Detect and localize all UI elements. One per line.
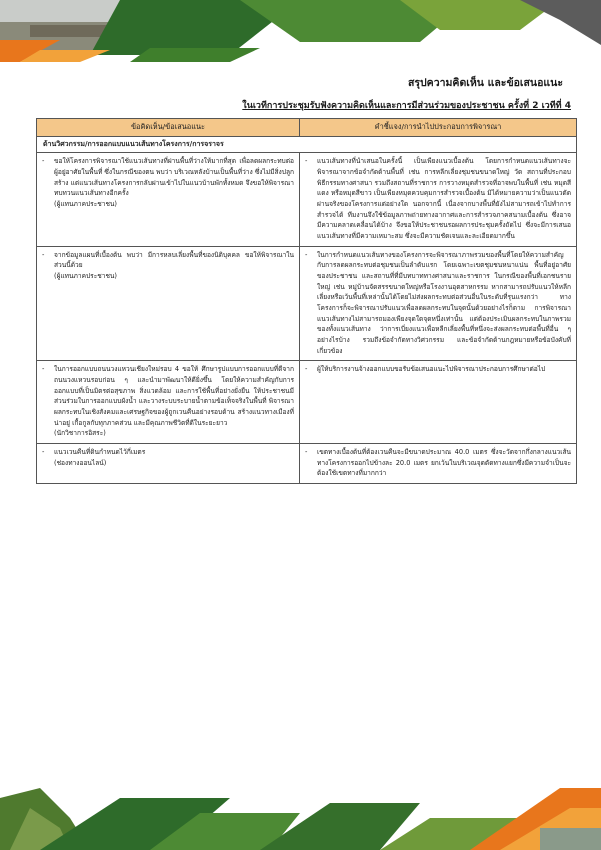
response-cell: - ผู้ให้บริการงานจ้างออกแบบขอรับข้อเสนอแนะไปพิจารณาประกอบการศึกษาต่อไป — [300, 361, 577, 444]
response-text: ผู้ให้บริการงานจ้างออกแบบขอรับข้อเสนอแนะไปพิจารณาประกอบการศึกษาต่อไป — [317, 365, 546, 374]
comment-text: แนวเวนคืนที่ดินกำหนดไว้กี่เมตร — [54, 448, 146, 457]
table-row — [37, 153, 577, 246]
comment-cell: - ขอให้โครงการพิจารณาใช้แนวเส้นทางที่ผ่านพื้นที่ว่างให้มากที่สุด เพื่อลดผลกระทบต่อผู้อยู่อาศัยในพื้นที่ ซึ่งในกรณีของตน พบว่า บริเวณหลังบ้านเป็นพื้นที่ว่าง ซึ่งไม่มีสิ่งปลูกสร้าง แต่แนวเส้นทางโครงการกลับผ่านเข้าไปในแนวบ้านพักทั้งหมด จึงขอให้พิจารณาทบทวนแนวเส้นทางอีกครั้ง (ผู้แทนภาคประชาชน) — [37, 153, 300, 246]
comment-source: (นักวิชาการอิสระ) — [54, 429, 106, 438]
section-row — [37, 137, 577, 153]
response-cell: - ในการกำหนดแนวเส้นทางของโครงการจะพิจารณาภาพรวมของพื้นที่โดยให้ความสำคัญกับการลดผลกระทบต่อชุมชนเป็นลำดับแรก โดยเฉพาะเขตชุมชนหนาแน่น พื้นที่อยู่อาศัยของประชาชน และสถานที่ที่มีบทบาททางศาสนาและราชการ ในกรณีของพื้นที่เอกชนรายใหญ่ เช่น หมู่บ้านจัดสรรขนาดใหญ่หรือโรงงานอุตสาหกรรม หากสามารถปรับแนวให้หลีกเลี่ยงหรือเว้นพื้นที่เหล่านั้นได้โดยไม่ส่งผลกระทบต่อส่วนอื่นในระดับที่รุนแรงกว่า ทางโครงการก็จะพิจารณาปรับแนวเพื่อลดผลกระทบในจุดนั้นด้วยอย่างไรก็ตาม การพิจารณาแนวเส้นทางไม่สามารถมองเพียงจุดใดจุดหนึ่งเท่านั้น แต่ต้องประเมินผลกระทบในภาพรวมของทั้งแนวเส้นทาง ว่าการเบี่ยงแนวเพื่อหลีกเลี่ยงพื้นที่หนึ่งจะส่งผลกระทบต่อพื้นที่อื่น ๆ อย่างไรบ้าง รวมถึงข้อจำกัดทางวิศวกรรม และข้อจำกัดด้านกฎหมายหรือข้อบังคับที่เกี่ยวข้อง — [300, 246, 577, 361]
response-text: เขตทางเบื้องต้นที่ต้องเวนคืนจะมีขนาดประมาณ 40.0 เมตร ซึ่งจะวัดจากกึ่งกลางแนวเส้นทางโครงการออกไปข้างละ 20.0 เมตร ยกเว้นในบริเวณจุดตัดทางแยกซึ่งมีความจำเป็นจะต้องใช้เขตทางที่มากกว่า — [317, 448, 571, 478]
comment-source: (ผู้แทนภาคประชาชน) — [54, 200, 118, 209]
comment-cell: - ในการออกแบบถนนวงแหวนเชียงใหม่รอบ 4 ขอให้ ศึกษารูปแบบการออกแบบที่ดีจากถนนวงแหวนรอบก่อน ๆ และนำมาพัฒนาให้ดียิ่งขึ้น โดยให้ความสำคัญกับการออกแบบที่เป็นมิตรต่อสุขภาพ สิ่งแวดล้อม และการใช้พื้นที่อย่างยั่งยืน ให้ประชาชนมีส่วนร่วมในการออกแบบผังน้ำ และวางระบบระบายน้ำตามข้อเท็จจริงในพื้นที่ พิจารณาผลกระทบในเชิงสังคมและเศรษฐกิจของผู้ถูกเวนคืนอย่างรอบด้าน สร้างแนวทางเมืองที่น่าอยู่ เกื้อกูลกับทุกภาคส่วน และมีคุณภาพชีวิตที่ดีในระยะยาว (นักวิชาการอิสระ) — [37, 361, 300, 444]
header-comments: ข้อคิดเห็น/ข้อเสนอแนะ — [37, 119, 300, 137]
header-responses: คำชี้แจง/การนำไปประกอบการพิจารณา — [300, 119, 577, 137]
response-cell: - แนวเส้นทางที่นำเสนอในครั้งนี้ เป็นเพียงแนวเบื้องต้น โดยการกำหนดแนวเส้นทางจะพิจารณาจากข้อจำกัดด้านพื้นที่ เช่น การหลีกเลี่ยงชุมชนขนาดใหญ่ วัด สถานที่ประกอบพิธีกรรมทางศาสนา รวมถึงสถานที่ราชการ การวางหมุดสำรวจที่อาจพบในพื้นที่ เช่น หมุดสีแดง หรือหมุดสีขาว เป็นเพียงหมุดควบคุมการสำรวจเบื้องต้น มิได้หมายความว่าเป็นแนวตัดผ่านจริงของโครงการแต่อย่างใด นอกจากนี้ เนื่องจากบางพื้นที่ยังไม่สามารถเข้าไปทำการสำรวจได้ ทีมงานจึงใช้ข้อมูลภาพถ่ายทางอากาศและการสำรวจภาคสนามเบื้องต้น ซึ่งอาจมีความคลาดเคลื่อนได้บ้าง จึงขอให้ประชาชนรอผลการประชุมครั้งถัดไป ซึ่งจะมีการเสนอแนวเส้นทางที่มีความเหมาะสม ซึ่งจะมีความชัดเจนและละเอียดมากขึ้น — [300, 153, 577, 246]
document-subtitle: ในเวทีการประชุมรับฟังความคิดเห็นและการมีส่วนร่วมของประชาชน ครั้งที่ 2 เวทีที่ 4 — [242, 101, 571, 111]
table-row — [37, 444, 577, 484]
comment-source: (ช่องทางออนไลน์) — [54, 458, 107, 467]
section-title: ด้านวิศวกรรม/การออกแบบแนวเส้นทางโครงการ/การจราจร — [37, 137, 577, 153]
table-row — [37, 361, 577, 444]
table-row — [37, 246, 577, 361]
footer-banner — [0, 788, 601, 850]
comments-table — [36, 118, 577, 484]
comment-text: จากข้อมูลแผนที่เบื้องต้น พบว่า มีการหลบเลี่ยงพื้นที่ของนิติบุคคล ขอให้พิจารณาในส่วนนี้ด้วย — [54, 250, 294, 270]
document-title: สรุปความคิดเห็น และข้อเสนอแนะ — [407, 77, 563, 89]
comment-source: (ผู้แทนภาคประชาชน) — [54, 272, 118, 281]
response-cell: - เขตทางเบื้องต้นที่ต้องเวนคืนจะมีขนาดประมาณ 40.0 เมตร ซึ่งจะวัดจากกึ่งกลางแนวเส้นทางโครงการออกไปข้างละ 20.0 เมตร ยกเว้นในบริเวณจุดตัดทางแยกซึ่งมีความจำเป็นจะต้องใช้เขตทางที่มากกว่า — [300, 444, 577, 484]
response-text: ในการกำหนดแนวเส้นทางของโครงการจะพิจารณาภาพรวมของพื้นที่โดยให้ความสำคัญกับการลดผลกระทบต่อชุมชนเป็นลำดับแรก โดยเฉพาะเขตชุมชนหนาแน่น พื้นที่อยู่อาศัยของประชาชน และสถานที่ที่มีบทบาททางศาสนาและราชการ ในกรณีของพื้นที่เอกชนรายใหญ่ เช่น หมู่บ้านจัดสรรขนาดใหญ่หรือโรงงานอุตสาหกรรม หากสามารถปรับแนวให้หลีกเลี่ยงหรือเว้นพื้นที่เหล่านั้นได้โดยไม่ส่งผลกระทบต่อส่วนอื่นในระดับที่รุนแรงกว่า ทางโครงการก็จะพิจารณาปรับแนวเพื่อลดผลกระทบในจุดนั้นด้วยอย่างไรก็ตาม การพิจารณาแนวเส้นทางไม่สามารถมองเพียงจุดใดจุดหนึ่งเท่านั้น แต่ต้องประเมินผลกระทบในภาพรวมของทั้งแนวเส้นทาง ว่าการเบี่ยงแนวเพื่อหลีกเลี่ยงพื้นที่หนึ่งจะส่งผลกระทบต่อพื้นที่อื่น ๆ อย่างไรบ้าง รวมถึงข้อจำกัดทางวิศวกรรม และข้อจำกัดด้านกฎหมายหรือข้อบังคับที่เกี่ยวข้อง — [317, 250, 571, 355]
comment-text: ในการออกแบบถนนวงแหวนเชียงใหม่รอบ 4 ขอให้ ศึกษารูปแบบการออกแบบที่ดีจากถนนวงแหวนรอบก่อน ๆ และนำมาพัฒนาให้ดียิ่งขึ้น โดยให้ความสำคัญกับการออกแบบที่เป็นมิตรต่อสุขภาพ สิ่งแวดล้อม และการใช้พื้นที่อย่างยั่งยืน ให้ประชาชนมีส่วนร่วมในการออกแบบผังน้ำ และวางระบบระบายน้ำตามข้อเท็จจริงในพื้นที่ พิจารณาผลกระทบในเชิงสังคมและเศรษฐกิจของผู้ถูกเวนคืนอย่างรอบด้าน สร้างแนวทางเมืองที่น่าอยู่ เกื้อกูลกับทุกภาคส่วน และมีคุณภาพชีวิตที่ดีในระยะยาว — [54, 365, 294, 427]
footer-banner-graphic — [0, 788, 601, 850]
comment-cell: - จากข้อมูลแผนที่เบื้องต้น พบว่า มีการหลบเลี่ยงพื้นที่ของนิติบุคคล ขอให้พิจารณาในส่วนนี้ด้วย (ผู้แทนภาคประชาชน) — [37, 246, 300, 361]
comment-cell: - แนวเวนคืนที่ดินกำหนดไว้กี่เมตร (ช่องทางออนไลน์) — [37, 444, 300, 484]
header-banner-graphic — [0, 0, 601, 62]
comment-text: ขอให้โครงการพิจารณาใช้แนวเส้นทางที่ผ่านพื้นที่ว่างให้มากที่สุด เพื่อลดผลกระทบต่อผู้อยู่อาศัยในพื้นที่ ซึ่งในกรณีของตน พบว่า บริเวณหลังบ้านเป็นพื้นที่ว่าง ซึ่งไม่มีสิ่งปลูกสร้าง แต่แนวเส้นทางโครงการกลับผ่านเข้าไปในแนวบ้านพักทั้งหมด จึงขอให้พิจารณาทบทวนแนวเส้นทางอีกครั้ง — [54, 157, 294, 198]
response-text: แนวเส้นทางที่นำเสนอในครั้งนี้ เป็นเพียงแนวเบื้องต้น โดยการกำหนดแนวเส้นทางจะพิจารณาจากข้อจำกัดด้านพื้นที่ เช่น การหลีกเลี่ยงชุมชนขนาดใหญ่ วัด สถานที่ประกอบพิธีกรรมทางศาสนา รวมถึงสถานที่ราชการ การวางหมุดสำรวจที่อาจพบในพื้นที่ เช่น หมุดสีแดง หรือหมุดสีขาว เป็นเพียงหมุดควบคุมการสำรวจเบื้องต้น มิได้หมายความว่าเป็นแนวตัดผ่านจริงของโครงการแต่อย่างใด นอกจากนี้ เนื่องจากบางพื้นที่ยังไม่สามารถเข้าไปทำการสำรวจได้ ทีมงานจึงใช้ข้อมูลภาพถ่ายทางอากาศและการสำรวจภาคสนามเบื้องต้น ซึ่งอาจมีความคลาดเคลื่อนได้บ้าง จึงขอให้ประชาชนรอผลการประชุมครั้งถัดไป ซึ่งจะมีการเสนอแนวเส้นทางที่มีความเหมาะสม ซึ่งจะมีความชัดเจนและละเอียดมากขึ้น — [317, 157, 571, 241]
header-banner — [0, 0, 601, 62]
table-header-row — [37, 119, 577, 137]
